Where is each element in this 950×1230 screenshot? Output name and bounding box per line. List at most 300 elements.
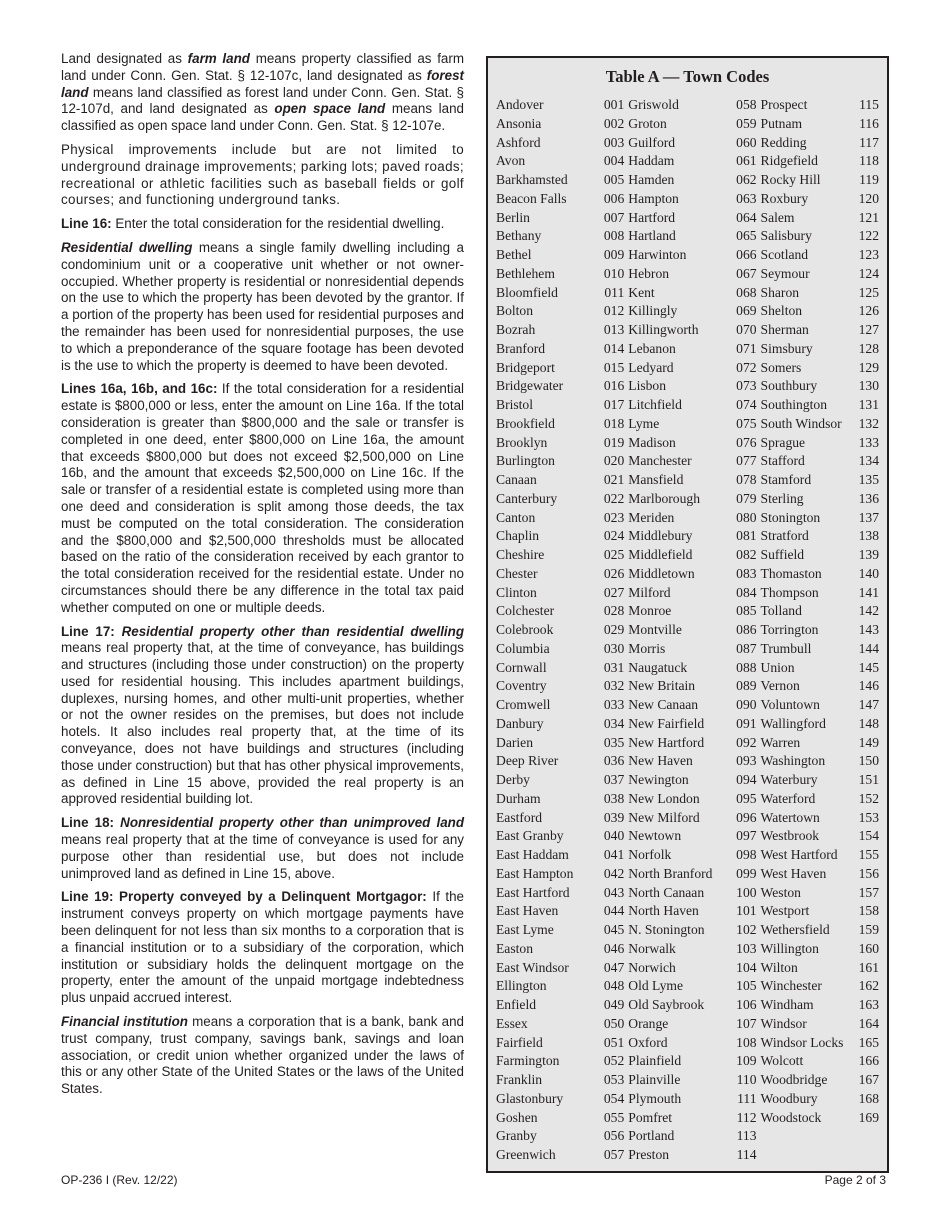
- town-code: 064: [736, 209, 757, 225]
- term-forest-land: forest land: [61, 67, 464, 100]
- table-row: [628, 321, 760, 340]
- table-row: [628, 1015, 760, 1034]
- table-row: [496, 1034, 628, 1053]
- table-row: [496, 715, 628, 734]
- table-row: [628, 1146, 760, 1165]
- table-row: [628, 115, 760, 134]
- town-name: Preston: [628, 1147, 670, 1162]
- town-name: Salisbury: [760, 228, 812, 244]
- town-code: 134: [858, 453, 879, 469]
- town-name: Middlefield: [628, 547, 693, 562]
- table-row: [628, 246, 760, 265]
- town-code: 099: [736, 865, 757, 881]
- town-name: Warren: [760, 734, 801, 750]
- town-name: Wallingford: [760, 715, 826, 731]
- town-name: North Canaan: [628, 884, 705, 900]
- table-row: [628, 190, 760, 209]
- town-name: Hartford: [628, 209, 676, 225]
- table-row: [761, 396, 879, 415]
- town-name: Plainville: [628, 1072, 681, 1087]
- town-code: 103: [736, 940, 757, 956]
- table-row: [761, 771, 879, 790]
- table-row: [628, 134, 760, 153]
- table-row: [761, 1071, 879, 1090]
- town-code: 086: [736, 622, 757, 637]
- town-codes-table: [486, 56, 889, 1173]
- town-name: Marlborough: [628, 490, 700, 506]
- table-row: [628, 415, 760, 434]
- table-row: [496, 752, 628, 771]
- label-line-18: Line 18:: [61, 815, 115, 831]
- town-code: 095: [736, 790, 757, 806]
- town-code: 045: [603, 922, 625, 937]
- table-row: [761, 302, 879, 321]
- town-name: Sterling: [760, 490, 804, 506]
- town-name: Bozrah: [496, 322, 536, 337]
- table-row: [496, 584, 628, 603]
- town-code: 072: [736, 359, 757, 375]
- town-name: Southbury: [760, 378, 818, 394]
- town-name: Windham: [760, 997, 814, 1012]
- paragraph-line-18: Line 18: Nonresidential property other than unimproved land means real property that at the time of conveyance is used for any purpose other than residential use, but does not include unimproved land as defined in Line 15, above.: [61, 815, 464, 881]
- town-name: Groton: [628, 115, 667, 131]
- term-residential-dwelling: Residential dwelling: [61, 239, 193, 255]
- town-code: 092: [736, 734, 757, 750]
- table-row: [761, 265, 879, 284]
- town-code: 032: [603, 678, 625, 694]
- town-name: Wolcott: [760, 1053, 804, 1069]
- table-row: [628, 171, 760, 190]
- town-code: 116: [859, 115, 879, 131]
- town-code: 124: [858, 265, 879, 281]
- town-code: 018: [603, 415, 625, 431]
- town-code: 097: [736, 828, 757, 844]
- table-row: [496, 884, 628, 903]
- town-name: New Canaan: [628, 697, 699, 712]
- town-code: 051: [603, 1034, 625, 1050]
- town-code: 028: [603, 603, 625, 619]
- town-code: 075: [736, 415, 757, 431]
- town-code: 125: [858, 284, 879, 300]
- town-name: Deep River: [496, 753, 559, 769]
- town-name: Sharon: [760, 284, 800, 300]
- town-code: 005: [603, 172, 625, 187]
- town-code: 121: [858, 209, 879, 225]
- town-name: Southington: [760, 397, 827, 412]
- table-row: [761, 209, 879, 228]
- table-row: [628, 546, 760, 565]
- town-name: Old Lyme: [628, 978, 684, 994]
- table-row: [628, 340, 760, 359]
- table-row: [761, 734, 879, 753]
- town-code: 058: [736, 97, 757, 112]
- town-name: Darien: [496, 734, 533, 750]
- town-code: 093: [736, 753, 757, 769]
- table-row: [496, 621, 628, 640]
- town-code: 056: [603, 1128, 625, 1144]
- table-row: [761, 284, 879, 303]
- table-row: [761, 190, 879, 209]
- town-code: 033: [603, 697, 625, 712]
- town-name: Norwich: [628, 959, 676, 975]
- town-name: Franklin: [496, 1072, 543, 1087]
- town-name: Avon: [496, 153, 526, 169]
- town-code: 090: [736, 697, 757, 712]
- town-code: 007: [603, 209, 625, 225]
- table-row: [496, 527, 628, 546]
- table-row: [496, 359, 628, 378]
- town-code: 031: [603, 659, 625, 675]
- table-row: [496, 396, 628, 415]
- table-row: [761, 996, 879, 1015]
- town-code: 026: [603, 565, 625, 581]
- table-row: [496, 1052, 628, 1071]
- town-name: Durham: [496, 790, 541, 806]
- town-name: Stamford: [760, 472, 812, 487]
- table-row: [761, 959, 879, 978]
- paragraph-physical-improvements: Physical improvements include but are not limited to underground drainage improvements; parking lots; paved roads; recreational or athletic facilities such as baseball fields or golf courses; and functioning underground tanks.: [61, 141, 464, 208]
- table-row: [496, 1015, 628, 1034]
- town-name: Old Saybrook: [628, 997, 705, 1012]
- town-name: Andover: [496, 97, 544, 112]
- town-code: 057: [603, 1147, 625, 1162]
- town-name: Thomaston: [760, 565, 822, 581]
- table-row: [628, 284, 760, 303]
- town-name: East Granby: [496, 828, 564, 844]
- town-name: Berlin: [496, 209, 530, 225]
- table-row: [496, 790, 628, 809]
- table-row: [628, 434, 760, 453]
- town-code: 166: [858, 1053, 879, 1069]
- table-row: [761, 621, 879, 640]
- town-code: 140: [858, 565, 879, 581]
- town-name: Westport: [760, 903, 810, 919]
- town-code: 160: [858, 940, 879, 956]
- town-code: 076: [736, 434, 757, 450]
- town-code: 129: [858, 359, 879, 375]
- paragraph-line-17: Line 17: Residential property other than residential dwelling means real property that, at the time of conveyance, has buildings and structures (including those under construction) on the property used for residential housing. This includes apartment buildings, duplexes, nursing homes, and other multi-unit properties, whether or not the owner resides on the premises, but does not include hotels. It also includes real property that, at the time of its conveyance, does not have buildings and structures (including those under construction) but that has other physical improvements, as defined in Line 15 above, provided the real property is an approved residential building lot.: [61, 623, 464, 807]
- table-row: [628, 809, 760, 828]
- town-name: Westbrook: [760, 828, 820, 844]
- table-row: [496, 471, 628, 490]
- table-row: [496, 640, 628, 659]
- town-code: 038: [603, 790, 625, 806]
- town-name: Orange: [628, 1015, 669, 1031]
- town-code: 079: [736, 490, 757, 506]
- town-name: Rocky Hill: [760, 172, 821, 187]
- town-code: 137: [858, 509, 879, 525]
- table-row: [496, 865, 628, 884]
- town-code: 104: [736, 959, 757, 975]
- label-lines-16abc: Lines 16a, 16b, and 16c:: [61, 381, 218, 397]
- label-line-17: Line 17:: [61, 623, 115, 639]
- town-name: Cromwell: [496, 697, 551, 712]
- table-row: [761, 1034, 879, 1053]
- town-code: 029: [603, 622, 625, 637]
- table-row: [761, 584, 879, 603]
- town-name: Willington: [760, 940, 819, 956]
- town-name: Prospect: [760, 97, 808, 112]
- town-code: 091: [736, 715, 757, 731]
- town-code: 127: [858, 322, 879, 337]
- town-name: East Hampton: [496, 865, 574, 881]
- table-row: [628, 1034, 760, 1053]
- town-code: 084: [736, 584, 757, 600]
- table-row: [628, 921, 760, 940]
- town-code: 010: [603, 265, 625, 281]
- town-name: Pomfret: [628, 1109, 673, 1125]
- table-row: [761, 1052, 879, 1071]
- town-name: Woodbury: [760, 1090, 818, 1106]
- town-code: 162: [858, 978, 879, 994]
- town-code: 053: [603, 1072, 625, 1087]
- town-name: Windsor: [760, 1015, 807, 1031]
- table-row: [628, 752, 760, 771]
- town-name: Bethany: [496, 228, 542, 244]
- town-name: Plymouth: [628, 1090, 682, 1106]
- town-code: 108: [736, 1034, 757, 1050]
- town-code: 012: [603, 303, 625, 319]
- town-code: 088: [736, 659, 757, 675]
- town-name: New Hartford: [628, 734, 705, 750]
- town-name: East Haven: [496, 903, 559, 919]
- table-row: [761, 96, 879, 115]
- town-code: 066: [736, 247, 757, 262]
- table-row: [496, 1146, 628, 1165]
- table-row: [496, 284, 628, 303]
- town-code: 017: [603, 397, 625, 412]
- town-code: 123: [858, 247, 879, 262]
- town-name: Granby: [496, 1128, 537, 1144]
- table-row: [496, 227, 628, 246]
- table-row: [761, 884, 879, 903]
- town-code: 081: [736, 528, 757, 544]
- town-name: Greenwich: [496, 1147, 556, 1162]
- table-row: [496, 996, 628, 1015]
- town-name: Goshen: [496, 1109, 538, 1125]
- town-code: 047: [603, 959, 625, 975]
- table-row: [496, 940, 628, 959]
- town-code: 063: [736, 190, 757, 206]
- town-code: 105: [736, 978, 757, 994]
- town-code: 161: [858, 959, 879, 975]
- town-code: 145: [858, 659, 879, 675]
- table-row: [628, 359, 760, 378]
- town-code: 126: [858, 303, 879, 319]
- table-row: [628, 209, 760, 228]
- town-code: 154: [858, 828, 879, 844]
- label-line-16: Line 16:: [61, 216, 112, 232]
- town-code: 054: [603, 1090, 625, 1106]
- table-row: [628, 677, 760, 696]
- town-code: 128: [858, 340, 879, 356]
- table-row: [496, 340, 628, 359]
- table-row: [761, 546, 879, 565]
- town-name: Waterbury: [760, 772, 818, 787]
- town-code: 016: [603, 378, 625, 394]
- table-row: [761, 977, 879, 996]
- town-name: Waterford: [760, 790, 816, 806]
- table-row: [761, 490, 879, 509]
- town-name: Guilford: [628, 134, 676, 150]
- town-name: Canton: [496, 509, 536, 525]
- town-code: 004: [603, 153, 625, 169]
- town-code: 148: [858, 715, 879, 731]
- town-name: West Haven: [760, 865, 827, 881]
- town-code: 132: [858, 415, 879, 431]
- town-code: 142: [858, 603, 879, 619]
- town-name: Torrington: [760, 622, 819, 637]
- table-row: [496, 209, 628, 228]
- table-row: [761, 1109, 879, 1128]
- town-code: 169: [858, 1109, 879, 1125]
- table-row: [496, 1127, 628, 1146]
- town-code: 014: [603, 340, 625, 356]
- town-name: North Branford: [628, 865, 713, 881]
- town-name: Montville: [628, 622, 682, 637]
- town-name: Chester: [496, 565, 538, 581]
- table-row: [496, 771, 628, 790]
- town-name: Sprague: [760, 434, 806, 450]
- town-name: Trumbull: [760, 640, 812, 656]
- town-code: 039: [603, 809, 625, 825]
- town-name: Woodbridge: [760, 1072, 828, 1087]
- town-name: Vernon: [760, 678, 800, 694]
- table-row: [628, 265, 760, 284]
- town-code: 025: [603, 547, 625, 562]
- town-name: New London: [628, 790, 700, 806]
- town-name: Brookfield: [496, 415, 555, 431]
- table-row: [496, 152, 628, 171]
- table-row: [496, 1109, 628, 1128]
- table-row: [628, 940, 760, 959]
- town-name: East Hartford: [496, 884, 570, 900]
- town-name: North Haven: [628, 903, 699, 919]
- table-row: [761, 752, 879, 771]
- town-code: 096: [736, 809, 757, 825]
- table-row: [761, 940, 879, 959]
- paragraph-financial-institution: Financial institution means a corporation that is a bank, bank and trust company, trust company, savings bank, savings and loan association, or credit union whether organized under the laws of this or any other State of the United States or the laws of the United States.: [61, 1014, 465, 1097]
- table-row: [496, 602, 628, 621]
- town-name: Watertown: [760, 809, 820, 825]
- town-code: 130: [858, 378, 879, 394]
- town-code: 150: [858, 753, 879, 769]
- town-name: Portland: [628, 1128, 675, 1144]
- paragraph-lines-16abc: Lines 16a, 16b, and 16c: If the total consideration for a residential estate is $800,000 or less, enter the amount on Line 16a. If the total consideration is greater than $800,000 and the sale or transfer is completed in one deed, enter $800,000 on Line 16a, the amount that exceeds $800,000 but does not exceed $2,500,000 on Line 16b, and the amount that exceeds $2,500,000 on Line 16c. If the sale or transfer of a residential estate is completed using more than one deed and consideration is split among those deeds, the tax must be computed on the total consideration. The consideration and the $800,000 and $2,500,000 thresholds must be allocated based on the ratio of the consideration received by each grantor to the total consideration received for the residential estate. Under no circumstances should there be any difference in the total tax paid whether computed on one or multiple deeds.: [61, 381, 464, 615]
- table-row: [496, 115, 628, 134]
- town-name: Weston: [760, 884, 801, 900]
- town-code: 146: [858, 678, 879, 694]
- table-row: [628, 1071, 760, 1090]
- town-name: Norfolk: [628, 847, 672, 862]
- table-row: [496, 734, 628, 753]
- table-row: [496, 302, 628, 321]
- town-code: 153: [858, 809, 879, 825]
- town-name: West Hartford: [760, 847, 838, 862]
- table-row: [628, 659, 760, 678]
- town-code: 069: [736, 303, 757, 319]
- town-code: 087: [736, 640, 757, 656]
- town-name: Washington: [760, 753, 826, 769]
- town-name: East Haddam: [496, 847, 569, 862]
- table-row: [761, 509, 879, 528]
- town-name: Tolland: [760, 603, 802, 619]
- town-code: 030: [603, 640, 625, 656]
- town-name: Eastford: [496, 809, 543, 825]
- town-name: Newington: [628, 772, 689, 787]
- table-row: [761, 809, 879, 828]
- town-name: Norwalk: [628, 940, 676, 956]
- town-code: 061: [736, 153, 757, 169]
- town-name: Clinton: [496, 584, 537, 600]
- town-code: 118: [859, 153, 879, 169]
- town-name: Hamden: [628, 172, 675, 187]
- town-name: Redding: [760, 134, 807, 150]
- table-row: [628, 377, 760, 396]
- town-code: 036: [603, 753, 625, 769]
- town-name: Suffield: [760, 547, 805, 562]
- town-name: Milford: [628, 584, 671, 600]
- town-name: Lisbon: [628, 378, 667, 394]
- town-name: Lyme: [628, 415, 660, 431]
- table-row: [496, 452, 628, 471]
- table-title: Table A — Town Codes: [605, 67, 770, 86]
- town-code: 136: [858, 490, 879, 506]
- town-code: 001: [603, 97, 625, 112]
- town-code: 042: [603, 865, 625, 881]
- town-name: Ledyard: [628, 359, 674, 375]
- town-name: Branford: [496, 340, 546, 356]
- table-row: [761, 377, 879, 396]
- town-name: Oxford: [628, 1034, 668, 1050]
- town-name: Chaplin: [496, 528, 540, 544]
- table-row: [496, 902, 628, 921]
- town-code: 035: [603, 734, 625, 750]
- town-code: 080: [736, 509, 757, 525]
- town-code: 068: [736, 284, 757, 300]
- town-code: 138: [858, 528, 879, 544]
- term-open-space-land: open space land: [274, 101, 386, 117]
- town-code: 094: [736, 772, 757, 787]
- table-row: [761, 415, 879, 434]
- town-code: 112: [736, 1109, 757, 1125]
- town-name: Stonington: [760, 509, 821, 525]
- table-row: [628, 790, 760, 809]
- town-code: 041: [603, 847, 625, 862]
- table-row: [628, 996, 760, 1015]
- town-code: 120: [858, 190, 879, 206]
- town-code: 110: [736, 1072, 757, 1087]
- table-row: [761, 340, 879, 359]
- town-code: 111: [737, 1090, 757, 1106]
- town-code: 141: [858, 584, 879, 600]
- table-row: [628, 734, 760, 753]
- town-name: Cornwall: [496, 659, 547, 675]
- town-name: Wethersfield: [760, 922, 830, 937]
- town-name: Canterbury: [496, 490, 558, 506]
- table-row: [496, 977, 628, 996]
- town-code: 052: [603, 1053, 625, 1069]
- town-code: 100: [736, 884, 757, 900]
- term-residential-property-other: Residential property other than residential dwelling: [114, 623, 464, 639]
- town-code: 046: [603, 940, 625, 956]
- town-code: 021: [603, 472, 625, 487]
- town-name: Bloomfield: [496, 284, 558, 300]
- town-code: 152: [858, 790, 879, 806]
- town-name: Seymour: [760, 265, 810, 281]
- town-code: 020: [603, 453, 625, 469]
- table-row: [628, 1052, 760, 1071]
